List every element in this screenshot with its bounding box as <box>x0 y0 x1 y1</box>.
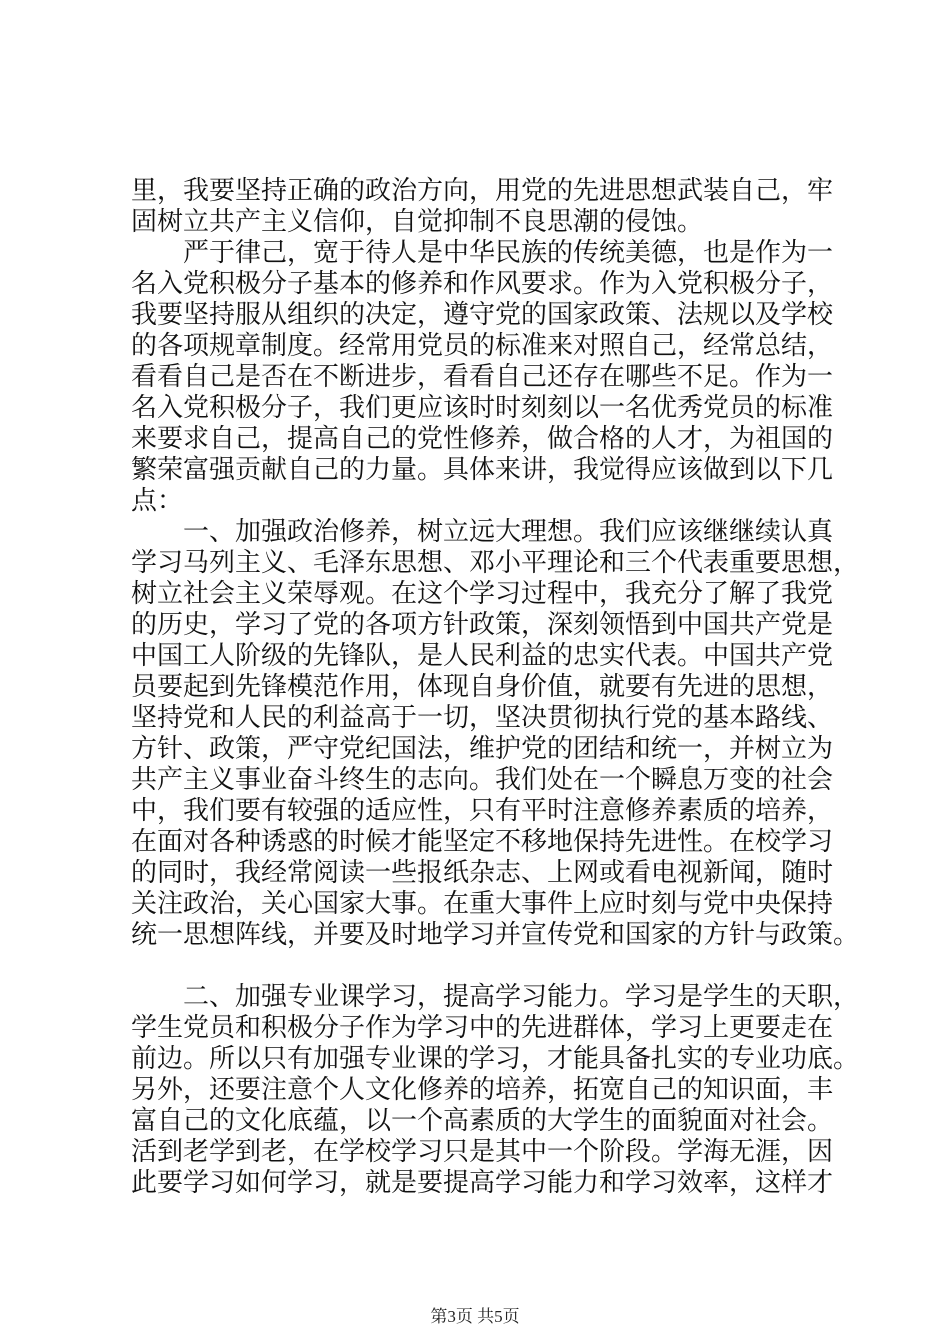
text-line: 在面对各种诱惑的时候才能坚定不移地保持先进性。在校学习 <box>131 827 834 857</box>
document-body <box>131 176 860 1199</box>
text-line: 里，我要坚持正确的政治方向，用党的先进思想武装自己，牢 <box>131 176 834 206</box>
text-line: 学习马列主义、毛泽东思想、邓小平理论和三个代表重要思想， <box>131 548 860 578</box>
text-line: 固树立共产主义信仰，自觉抑制不良思潮的侵蚀。 <box>131 207 704 237</box>
text-line: 看看自己是否在不断进步，看看自己还存在哪些不足。作为一 <box>131 362 834 392</box>
text-line: 繁荣富强贡献自己的力量。具体来讲，我觉得应该做到以下几 <box>131 455 834 485</box>
text-line: 的历史，学习了党的各项方针政策，深刻领悟到中国共产党是 <box>131 610 834 640</box>
text-line: 活到老学到老，在学校学习只是其中一个阶段。学海无涯，因 <box>131 1137 834 1167</box>
text-line: 中国工人阶级的先锋队，是人民利益的忠实代表。中国共产党 <box>131 641 834 671</box>
text-line: 我要坚持服从组织的决定，遵守党的国家政策、法规以及学校 <box>131 300 834 330</box>
text-line: 另外，还要注意个人文化修养的培养，拓宽自己的知识面，丰 <box>131 1075 834 1105</box>
text-line: 名入党积极分子，我们更应该时时刻刻以一名优秀党员的标准 <box>131 393 834 423</box>
text-line: 富自己的文化底蕴，以一个高素质的大学生的面貌面对社会。 <box>131 1106 834 1136</box>
text-line: 的各项规章制度。经常用党员的标准来对照自己，经常总结， <box>131 331 834 361</box>
text-line: 树立社会主义荣辱观。在这个学习过程中，我充分了解了我党 <box>131 579 834 609</box>
text-line: 名入党积极分子基本的修养和作风要求。作为入党积极分子， <box>131 269 834 299</box>
text-line: 关注政治，关心国家大事。在重大事件上应时刻与党中央保持 <box>131 889 834 919</box>
text-line: 的同时，我经常阅读一些报纸杂志、上网或看电视新闻，随时 <box>131 858 834 888</box>
text-line: 学生党员和积极分子作为学习中的先进群体，学习上更要走在 <box>131 1013 834 1043</box>
text-line: 一、加强政治修养，树立远大理想。我们应该继继续认真 <box>131 517 834 547</box>
text-line: 坚持党和人民的利益高于一切，坚决贯彻执行党的基本路线、 <box>131 703 834 733</box>
text-line: 中，我们要有较强的适应性，只有平时注意修养素质的培养， <box>131 796 834 826</box>
text-line: 严于律己，宽于待人是中华民族的传统美德，也是作为一 <box>131 238 834 268</box>
text-line: 二、加强专业课学习，提高学习能力。学习是学生的天职， <box>131 982 860 1012</box>
text-line: 前边。所以只有加强专业课的学习，才能具备扎实的专业功底。 <box>131 1044 860 1074</box>
text-line: 来要求自己，提高自己的党性修养，做合格的人才，为祖国的 <box>131 424 834 454</box>
paragraph-gap <box>131 951 851 982</box>
text-line: 此要学习如何学习，就是要提高学习能力和学习效率，这样才 <box>131 1168 834 1198</box>
page-footer: 第3页 共5页 <box>430 1307 520 1326</box>
text-line: 方针、政策，严守党纪国法，维护党的团结和统一，并树立为 <box>131 734 834 764</box>
text-line: 员要起到先锋模范作用，体现自身价值，就要有先进的思想， <box>131 672 834 702</box>
text-line: 共产主义事业奋斗终生的志向。我们处在一个瞬息万变的社会 <box>131 765 834 795</box>
text-line: 点： <box>131 486 184 516</box>
text-line: 统一思想阵线，并要及时地学习并宣传党和国家的方针与政策。 <box>131 920 860 950</box>
